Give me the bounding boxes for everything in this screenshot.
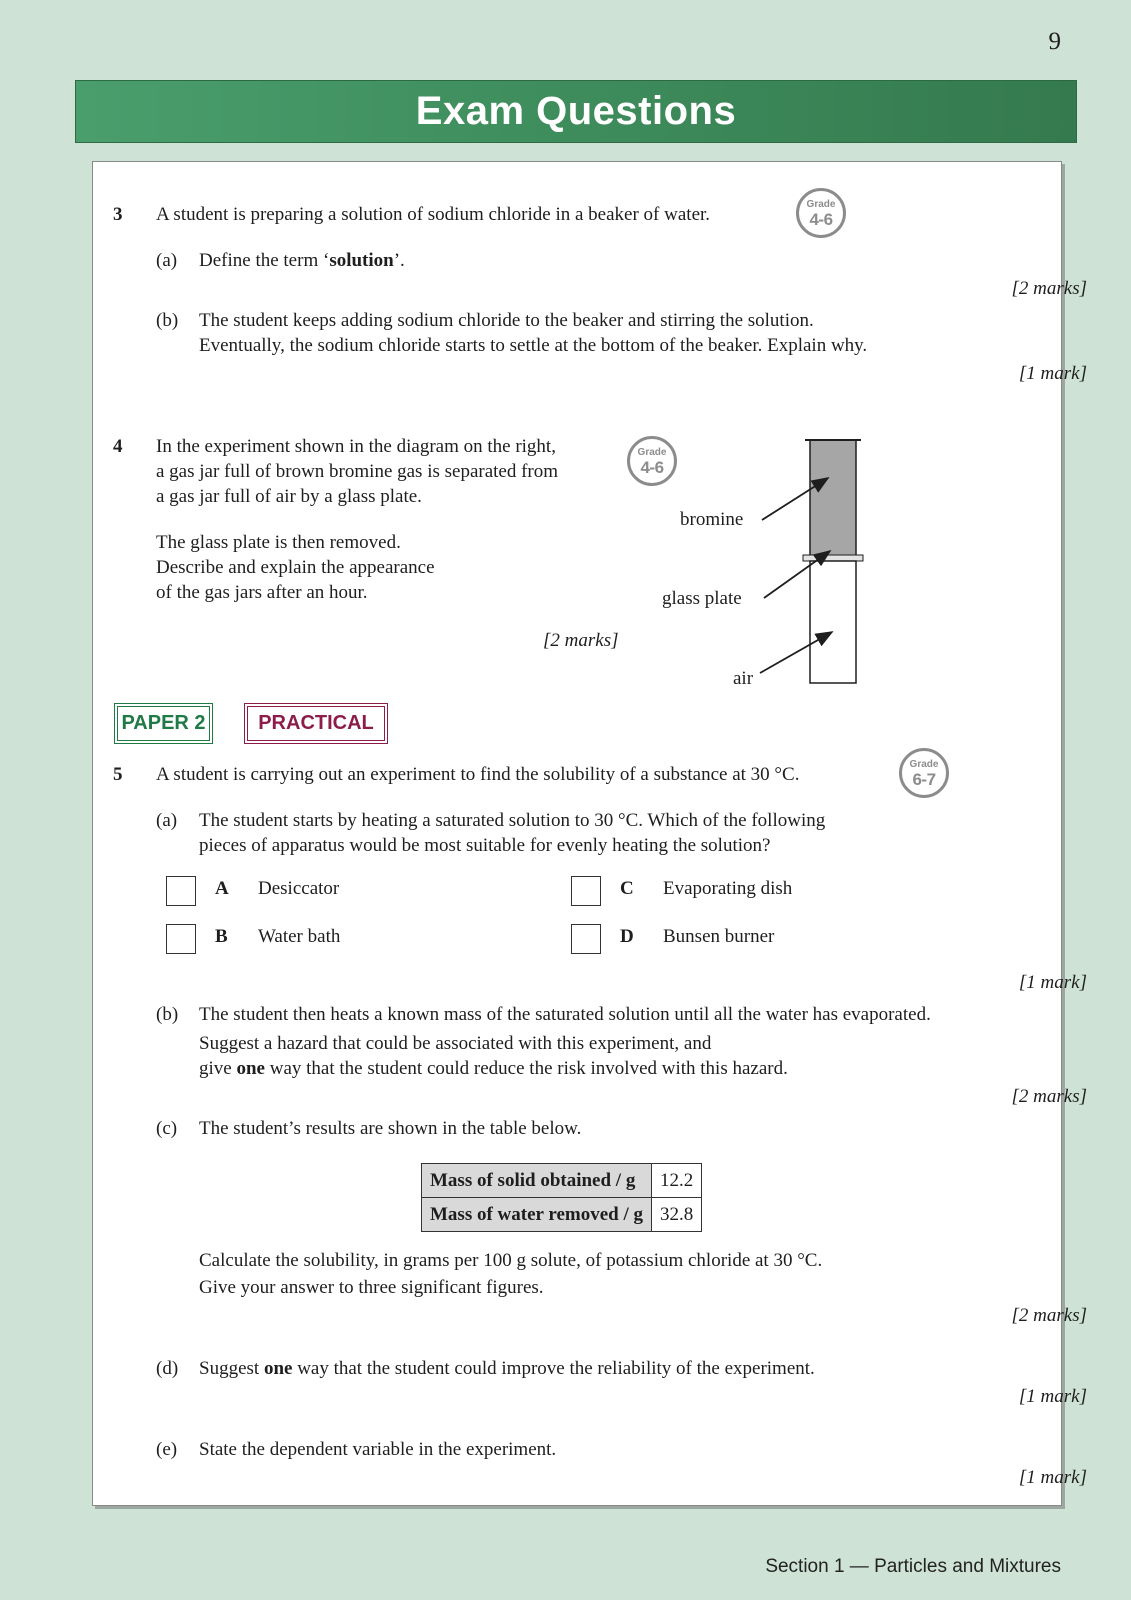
option-a-letter: A	[215, 878, 229, 899]
q5-grade-badge	[899, 748, 949, 798]
q5e-marks: [1 mark]	[1018, 1467, 1087, 1488]
q5a-line1: The student starts by heating a saturated solution to 30 °C. Which of the following	[199, 810, 826, 831]
table-row	[422, 1198, 702, 1232]
q5a-marks: [1 mark]	[1018, 972, 1087, 993]
results-table	[421, 1163, 702, 1232]
diagram-label-glass-plate: glass plate	[662, 588, 742, 609]
q4-number: 4	[113, 436, 123, 457]
q5c-label: (c)	[156, 1118, 178, 1139]
option-c-checkbox[interactable]	[571, 876, 601, 906]
q5c-line2: Give your answer to three significant figures.	[199, 1277, 544, 1298]
diagram-label-bromine: bromine	[680, 509, 744, 530]
practical-tag: PRACTICAL	[244, 703, 388, 744]
option-b-label: Water bath	[258, 926, 341, 947]
q3b-line1: The student keeps adding sodium chloride to the beaker and stirring the solution.	[199, 310, 814, 331]
q5e-text: State the dependent variable in the experiment.	[199, 1439, 557, 1460]
q5d-label: (d)	[156, 1358, 179, 1379]
q3b-marks: [1 mark]	[1018, 363, 1087, 384]
grade-word: Grade	[909, 758, 939, 770]
page-title: Exam Questions	[415, 89, 737, 133]
grade-word: Grade	[806, 198, 836, 210]
q5a-line2: pieces of apparatus would be most suitable for evenly heating the solution?	[199, 835, 771, 856]
q5-number: 5	[113, 764, 123, 785]
option-a-checkbox[interactable]	[166, 876, 196, 906]
q5b-line1: The student then heats a known mass of the saturated solution until all the water has evaporated.	[199, 1004, 931, 1025]
q5e-label: (e)	[156, 1439, 178, 1460]
table-cell-value: 32.8	[652, 1198, 702, 1232]
q5b-marks: [2 marks]	[1011, 1086, 1087, 1107]
q3b-line2: Eventually, the sodium chloride starts to settle at the bottom of the beaker. Explain why.	[199, 335, 868, 356]
q4-para2-line2: Describe and explain the appearance	[156, 557, 435, 578]
q4-para1-line3: a gas jar full of air by a glass plate.	[156, 486, 422, 507]
option-c-label: Evaporating dish	[663, 878, 793, 899]
table-cell-label: Mass of solid obtained / g	[422, 1164, 652, 1198]
q4-para1-line2: a gas jar full of brown bromine gas is separated from	[156, 461, 559, 482]
option-d-letter: D	[620, 926, 634, 947]
q5-stem: A student is carrying out an experiment to find the solubility of a substance at 30 °C.	[156, 764, 800, 785]
q5b-label: (b)	[156, 1004, 179, 1025]
diagram-label-air: air	[733, 668, 754, 689]
q3a-label: (a)	[156, 250, 178, 271]
grade-range: 4-6	[809, 209, 833, 229]
paper-2-tag: PAPER 2	[114, 703, 213, 744]
q5b-line3: give one way that the student could reduce the risk involved with this hazard.	[199, 1058, 788, 1079]
option-d-checkbox[interactable]	[571, 924, 601, 954]
grade-word: Grade	[637, 446, 667, 458]
option-d-label: Bunsen burner	[663, 926, 775, 947]
q5d-text: Suggest one way that the student could improve the reliability of the experiment.	[199, 1358, 815, 1379]
air-jar	[810, 561, 856, 683]
q3-stem: A student is preparing a solution of sodium chloride in a beaker of water.	[156, 204, 711, 225]
option-b-letter: B	[215, 926, 228, 947]
table-row	[422, 1164, 702, 1198]
option-b-checkbox[interactable]	[166, 924, 196, 954]
q5b-line2: Suggest a hazard that could be associated with this experiment, and	[199, 1033, 712, 1054]
footer-section-title: Section 1 — Particles and Mixtures	[765, 1556, 1061, 1577]
option-a-label: Desiccator	[258, 878, 340, 899]
q5c-line1: Calculate the solubility, in grams per 100 g solute, of potassium chloride at 30 °C.	[199, 1250, 823, 1271]
bromine-jar	[810, 440, 856, 558]
page-header	[75, 80, 1077, 143]
option-c-letter: C	[620, 878, 634, 899]
q4-para2-line1: The glass plate is then removed.	[156, 532, 401, 553]
q3-grade-badge	[796, 188, 846, 238]
q3a-marks: [2 marks]	[1011, 278, 1087, 299]
q3a-text: Define the term ‘solution’.	[199, 250, 405, 271]
q4-para1-line1: In the experiment shown in the diagram on the right,	[156, 436, 556, 457]
gas-jar-diagram	[637, 430, 880, 690]
q5d-marks: [1 mark]	[1018, 1386, 1087, 1407]
table-cell-value: 12.2	[652, 1164, 702, 1198]
q4-para2-line3: of the gas jars after an hour.	[156, 582, 368, 603]
table-cell-label: Mass of water removed / g	[422, 1198, 652, 1232]
q3-number: 3	[113, 204, 123, 225]
grade-range: 6-7	[912, 769, 936, 789]
q4-marks: [2 marks]	[543, 630, 619, 651]
q5c-intro: The student’s results are shown in the table below.	[199, 1118, 582, 1139]
page-number: 9	[1048, 28, 1061, 55]
q5c-marks: [2 marks]	[1011, 1305, 1087, 1326]
q3b-label: (b)	[156, 310, 179, 331]
q5a-label: (a)	[156, 810, 178, 831]
glass-plate	[803, 555, 863, 561]
grade-range: 4-6	[640, 457, 664, 477]
